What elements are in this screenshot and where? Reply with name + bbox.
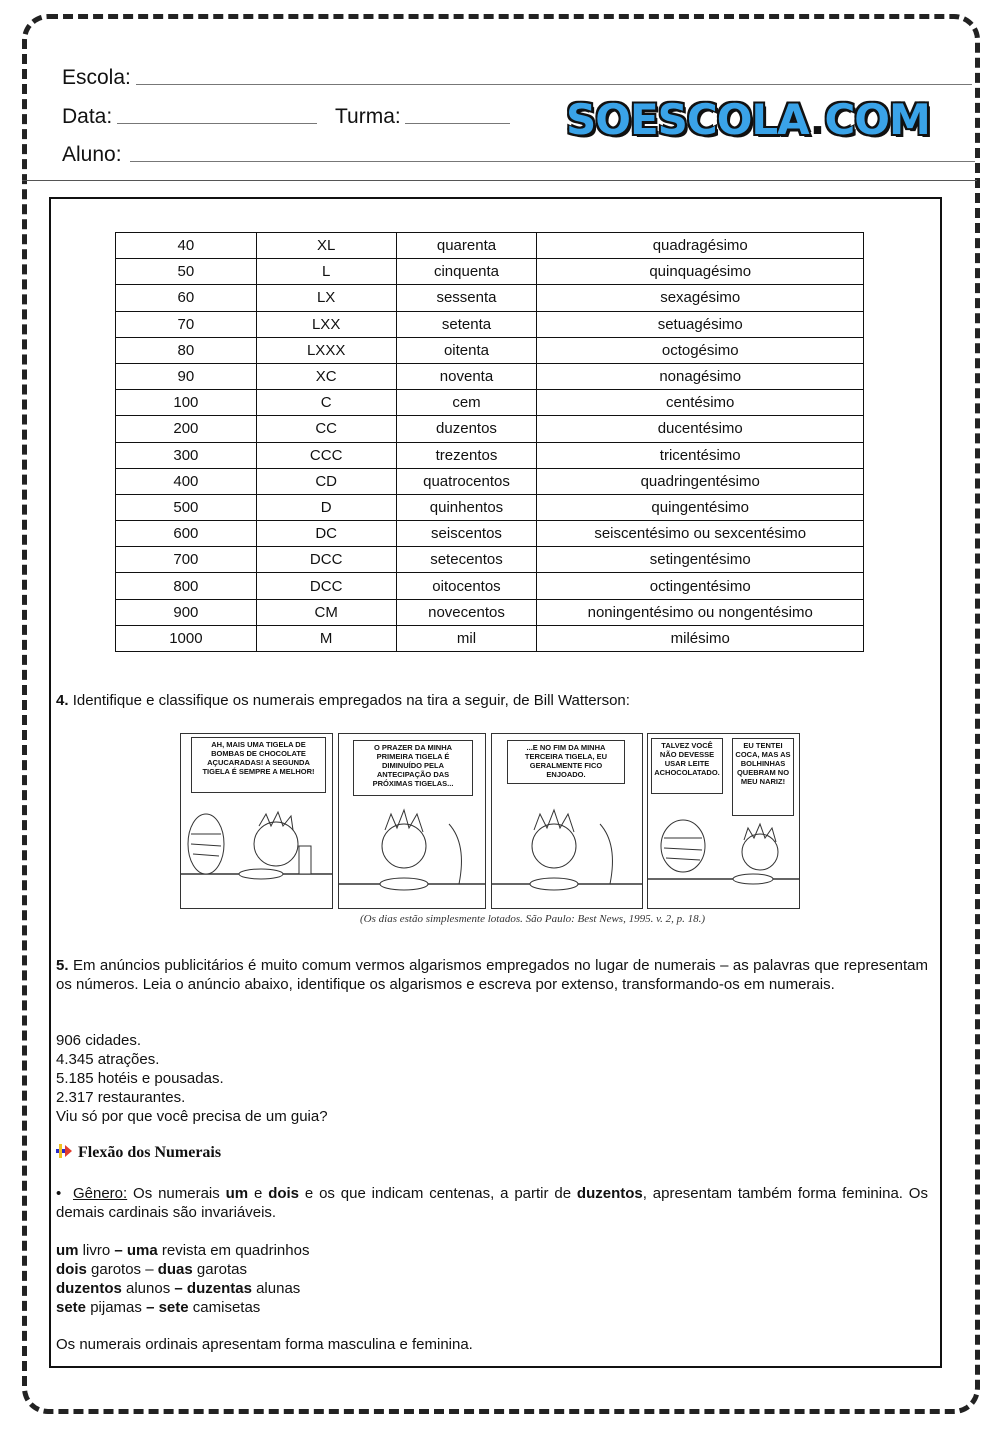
genero-text: Os numerais — [133, 1185, 220, 1202]
cardinal-cell: noventa — [396, 363, 537, 389]
example-word: um — [56, 1242, 79, 1259]
ordinal-cell: quadringentésimo — [537, 468, 864, 494]
cardinal-cell: seiscentos — [396, 521, 537, 547]
example-text: livro — [78, 1242, 115, 1259]
table-row — [116, 363, 864, 389]
genero-text-2: e os que indicam centenas, a partir de — [304, 1185, 572, 1202]
examples-list — [56, 1241, 309, 1317]
example-word: uma — [122, 1242, 158, 1259]
genero-e: e — [253, 1185, 263, 1202]
escola-label: Escola: — [62, 66, 131, 89]
arabic-numeral-cell: 700 — [116, 547, 257, 573]
ad-line: Viu só por que você precisa de um guia? — [56, 1108, 328, 1125]
ordinal-cell: sexagésimo — [537, 285, 864, 311]
cardinal-cell: quinhentos — [396, 494, 537, 520]
roman-numeral-cell: XL — [256, 233, 396, 259]
header-separator — [22, 180, 977, 181]
example-word: dois — [56, 1261, 87, 1278]
cardinal-cell: setenta — [396, 311, 537, 337]
example-word: duzentos — [56, 1280, 122, 1297]
arabic-numeral-cell: 800 — [116, 573, 257, 599]
arabic-numeral-cell: 90 — [116, 363, 257, 389]
ordinal-cell: ducentésimo — [537, 416, 864, 442]
cardinal-cell: setecentos — [396, 547, 537, 573]
ad-line: 4.345 atrações. — [56, 1051, 160, 1068]
arrow-bullet-icon — [56, 1144, 72, 1158]
cardinal-cell: trezentos — [396, 442, 537, 468]
question-4 — [56, 691, 630, 710]
cardinal-cell: sessenta — [396, 285, 537, 311]
section-title-text: Flexão dos Numerais — [78, 1144, 222, 1161]
question-5-text: Em anúncios publicitários é muito comum vermos algarismos empregados no lugar de numerais – as palavras que representam os números. Leia o anúncio abaixo, identifique os algarismos e escreva por extenso, transformando-os em numerais. — [56, 957, 928, 993]
arabic-numeral-cell: 40 — [116, 233, 257, 259]
ordinal-cell: noningentésimo ou nongentésimo — [537, 599, 864, 625]
cardinal-cell: cinquenta — [396, 259, 537, 285]
ordinal-cell: tricentésimo — [537, 442, 864, 468]
ad-line: 2.317 restaurantes. — [56, 1089, 186, 1106]
data-label: Data: — [62, 105, 113, 128]
table-row — [116, 337, 864, 363]
cardinal-cell: oitenta — [396, 337, 537, 363]
table-row — [116, 468, 864, 494]
table-row — [116, 259, 864, 285]
example-text: alunos — [121, 1280, 175, 1297]
table-row — [116, 233, 864, 259]
example-dash: – — [114, 1242, 123, 1259]
ordinal-cell: setuagésimo — [537, 311, 864, 337]
arabic-numeral-cell: 100 — [116, 390, 257, 416]
table-row — [116, 625, 864, 651]
example-dash: – — [146, 1299, 155, 1316]
table-row — [116, 442, 864, 468]
comic-strip — [180, 733, 802, 911]
comic-caption: (Os dias estão simplesmente lotados. São Paulo: Best News, 1995. v. 2, p. 18.) — [360, 913, 706, 925]
cardinal-cell: cem — [396, 390, 537, 416]
arabic-numeral-cell: 600 — [116, 521, 257, 547]
example-line — [56, 1241, 309, 1260]
arabic-numeral-cell: 400 — [116, 468, 257, 494]
genero-text-3: , apresentam também forma feminina. Os demais cardinais são invariáveis. — [56, 1185, 928, 1221]
ad-line: 5.185 hotéis e pousadas. — [56, 1070, 224, 1087]
example-word: sete — [154, 1299, 189, 1316]
example-text: pijamas — [86, 1299, 147, 1316]
table-row — [116, 599, 864, 625]
speech-bubble-4b: EU TENTEI COCA, MAS AS BOLHINHAS QUEBRAM NO MEU NARIZ! — [732, 738, 794, 816]
example-line — [56, 1260, 309, 1279]
ordinal-cell: centésimo — [537, 390, 864, 416]
roman-numeral-cell: D — [256, 494, 396, 520]
turma-label: Turma: — [335, 105, 401, 128]
question-4-text: Identifique e classifique os numerais empregados na tira a seguir, de Bill Watterson: — [72, 692, 630, 709]
table-row — [116, 285, 864, 311]
ordinal-note: Os numerais ordinais apresentam forma masculina e feminina. — [56, 1336, 473, 1353]
table-row — [116, 494, 864, 520]
arabic-numeral-cell: 60 — [116, 285, 257, 311]
roman-numeral-cell: LX — [256, 285, 396, 311]
ordinal-cell: octogésimo — [537, 337, 864, 363]
ordinal-cell: milésimo — [537, 625, 864, 651]
genero-paragraph — [56, 1184, 928, 1222]
arabic-numeral-cell: 1000 — [116, 625, 257, 651]
panel-1-drawing — [181, 734, 333, 909]
example-text: garotas — [192, 1261, 247, 1278]
roman-numeral-cell: C — [256, 390, 396, 416]
ordinal-cell: setingentésimo — [537, 547, 864, 573]
roman-numeral-cell: LXXX — [256, 337, 396, 363]
example-text: garotos — [86, 1261, 146, 1278]
example-text: alunas — [251, 1280, 301, 1297]
cardinal-cell: duzentos — [396, 416, 537, 442]
ordinal-cell: nonagésimo — [537, 363, 864, 389]
arabic-numeral-cell: 900 — [116, 599, 257, 625]
example-line — [56, 1279, 309, 1298]
table-row — [116, 311, 864, 337]
roman-numeral-cell: XC — [256, 363, 396, 389]
section-title — [56, 1144, 221, 1162]
cardinal-cell: quarenta — [396, 233, 537, 259]
table-row — [116, 521, 864, 547]
arabic-numeral-cell: 50 — [116, 259, 257, 285]
comic-panel-3 — [491, 733, 643, 909]
arabic-numeral-cell: 200 — [116, 416, 257, 442]
ordinal-cell: seiscentésimo ou sexcentésimo — [537, 521, 864, 547]
arabic-numeral-cell: 300 — [116, 442, 257, 468]
example-word: duas — [153, 1261, 193, 1278]
example-text: camisetas — [188, 1299, 261, 1316]
genero-um: um — [225, 1185, 249, 1202]
soescola-logo — [566, 94, 930, 146]
cardinal-cell: mil — [396, 625, 537, 651]
roman-numeral-cell: CCC — [256, 442, 396, 468]
question-4-number: 4. — [56, 692, 69, 709]
question-5-number: 5. — [56, 957, 69, 974]
ad-line: 906 cidades. — [56, 1032, 142, 1049]
roman-numeral-cell: L — [256, 259, 396, 285]
comic-panel-1 — [180, 733, 333, 909]
speech-bubble-3: ...E NO FIM DA MINHA TERCEIRA TIGELA, EU GERALMENTE FICO ENJOADO. — [507, 740, 625, 784]
genero-bullet: • — [56, 1185, 62, 1202]
cardinal-cell: quatrocentos — [396, 468, 537, 494]
roman-numeral-cell: DCC — [256, 573, 396, 599]
escola-field[interactable] — [136, 84, 972, 85]
example-text: revista em quadrinhos — [157, 1242, 310, 1259]
question-5 — [56, 956, 928, 994]
speech-bubble-4a: TALVEZ VOCÊ NÃO DEVESSE USAR LEITE ACHOCOLATADO. — [651, 738, 723, 794]
table-row — [116, 547, 864, 573]
example-word: sete — [56, 1299, 87, 1316]
cardinal-cell: oitocentos — [396, 573, 537, 599]
logo-suffix: COM — [824, 95, 930, 144]
roman-numeral-cell: DCC — [256, 547, 396, 573]
arabic-numeral-cell: 80 — [116, 337, 257, 363]
table-row — [116, 416, 864, 442]
panel-2-drawing — [339, 734, 486, 909]
example-line — [56, 1298, 309, 1317]
genero-dois: dois — [268, 1185, 300, 1202]
cardinal-cell: novecentos — [396, 599, 537, 625]
ordinal-cell: quadragésimo — [537, 233, 864, 259]
speech-bubble-2: O PRAZER DA MINHA PRIMEIRA TIGELA É DIMINUÍDO PELA ANTECIPAÇÃO DAS PRÓXIMAS TIGELAS... — [353, 740, 473, 796]
roman-numeral-cell: M — [256, 625, 396, 651]
roman-numeral-cell: LXX — [256, 311, 396, 337]
numerals-table — [115, 232, 864, 652]
arabic-numeral-cell: 70 — [116, 311, 257, 337]
aluno-field[interactable] — [130, 161, 975, 162]
speech-bubble-1: AH, MAIS UMA TIGELA DE BOMBAS DE CHOCOLATE AÇUCARADAS! A SEGUNDA TIGELA É SEMPRE A MELHOR! — [191, 737, 326, 793]
comic-panel-2 — [338, 733, 486, 909]
roman-numeral-cell: CD — [256, 468, 396, 494]
panel-4-drawing — [648, 734, 800, 909]
logo-text: SOESCOLA — [566, 95, 810, 144]
ad-text — [56, 1031, 328, 1126]
arabic-numeral-cell: 500 — [116, 494, 257, 520]
genero-duzentos: duzentos — [576, 1185, 643, 1202]
ordinal-cell: quingentésimo — [537, 494, 864, 520]
genero-label: Gênero: — [72, 1185, 128, 1202]
ordinal-cell: octingentésimo — [537, 573, 864, 599]
logo-dot: . — [809, 95, 825, 144]
example-word: duzentas — [182, 1280, 252, 1297]
panel-3-drawing — [492, 734, 643, 909]
turma-field[interactable] — [405, 123, 510, 124]
roman-numeral-cell: DC — [256, 521, 396, 547]
example-dash: – — [174, 1280, 183, 1297]
data-field[interactable] — [117, 123, 317, 124]
table-row — [116, 390, 864, 416]
comic-panel-4 — [647, 733, 800, 909]
roman-numeral-cell: CM — [256, 599, 396, 625]
example-dash: – — [145, 1261, 154, 1278]
roman-numeral-cell: CC — [256, 416, 396, 442]
aluno-label: Aluno: — [62, 143, 122, 166]
ordinal-cell: quinquagésimo — [537, 259, 864, 285]
table-row — [116, 573, 864, 599]
